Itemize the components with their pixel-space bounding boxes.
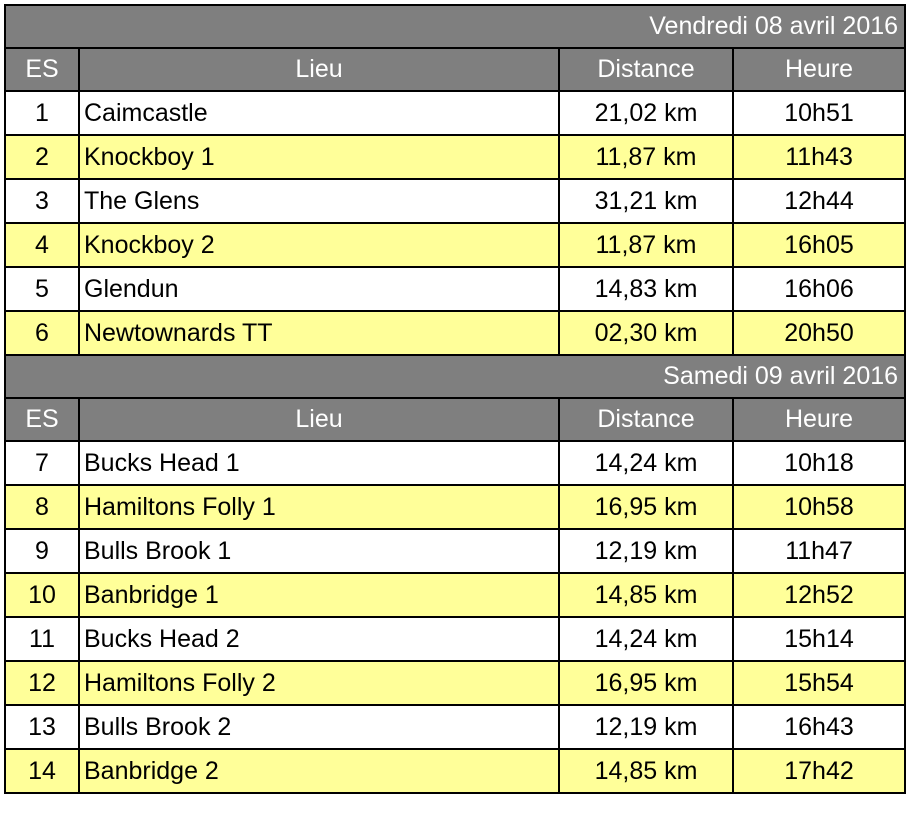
- cell-es: 14: [5, 749, 79, 793]
- cell-lieu: Knockboy 2: [79, 223, 559, 267]
- cell-lieu: Bucks Head 2: [79, 617, 559, 661]
- cell-es: 4: [5, 223, 79, 267]
- cell-distance: 31,21 km: [559, 179, 733, 223]
- cell-es: 6: [5, 311, 79, 355]
- cell-lieu: Newtownards TT: [79, 311, 559, 355]
- cell-distance: 16,95 km: [559, 485, 733, 529]
- cell-distance: 14,24 km: [559, 441, 733, 485]
- header-es: ES: [5, 398, 79, 441]
- day-date-row: [5, 355, 905, 398]
- header-heure: Heure: [733, 48, 905, 91]
- table-row: [5, 749, 905, 793]
- cell-lieu: Knockboy 1: [79, 135, 559, 179]
- cell-es: 1: [5, 91, 79, 135]
- cell-heure: 11h47: [733, 529, 905, 573]
- cell-heure: 17h42: [733, 749, 905, 793]
- cell-lieu: Hamiltons Folly 1: [79, 485, 559, 529]
- cell-lieu: The Glens: [79, 179, 559, 223]
- cell-lieu: Glendun: [79, 267, 559, 311]
- header-heure: Heure: [733, 398, 905, 441]
- column-header-row: [5, 48, 905, 91]
- column-header-row: [5, 398, 905, 441]
- cell-lieu: Bulls Brook 2: [79, 705, 559, 749]
- cell-heure: 16h05: [733, 223, 905, 267]
- cell-heure: 10h18: [733, 441, 905, 485]
- table-row: [5, 179, 905, 223]
- cell-lieu: Bulls Brook 1: [79, 529, 559, 573]
- table-row: [5, 223, 905, 267]
- header-lieu: Lieu: [79, 398, 559, 441]
- cell-es: 12: [5, 661, 79, 705]
- header-distance: Distance: [559, 398, 733, 441]
- cell-distance: 14,24 km: [559, 617, 733, 661]
- cell-es: 9: [5, 529, 79, 573]
- cell-lieu: Banbridge 1: [79, 573, 559, 617]
- table-row: [5, 485, 905, 529]
- cell-heure: 10h51: [733, 91, 905, 135]
- cell-distance: 14,83 km: [559, 267, 733, 311]
- cell-heure: 16h06: [733, 267, 905, 311]
- cell-distance: 11,87 km: [559, 223, 733, 267]
- cell-lieu: Caimcastle: [79, 91, 559, 135]
- header-es: ES: [5, 48, 79, 91]
- cell-distance: 14,85 km: [559, 749, 733, 793]
- cell-distance: 14,85 km: [559, 573, 733, 617]
- cell-heure: 12h52: [733, 573, 905, 617]
- cell-distance: 16,95 km: [559, 661, 733, 705]
- day-date-row: [5, 5, 905, 48]
- cell-es: 2: [5, 135, 79, 179]
- cell-heure: 15h14: [733, 617, 905, 661]
- cell-heure: 20h50: [733, 311, 905, 355]
- cell-es: 7: [5, 441, 79, 485]
- header-lieu: Lieu: [79, 48, 559, 91]
- cell-distance: 02,30 km: [559, 311, 733, 355]
- cell-es: 8: [5, 485, 79, 529]
- cell-heure: 15h54: [733, 661, 905, 705]
- cell-distance: 11,87 km: [559, 135, 733, 179]
- table-row: [5, 91, 905, 135]
- cell-es: 10: [5, 573, 79, 617]
- cell-es: 3: [5, 179, 79, 223]
- schedule-container: [4, 4, 904, 794]
- cell-heure: 12h44: [733, 179, 905, 223]
- cell-heure: 11h43: [733, 135, 905, 179]
- cell-lieu: Bucks Head 1: [79, 441, 559, 485]
- table-row: [5, 617, 905, 661]
- table-row: [5, 529, 905, 573]
- table-row: [5, 705, 905, 749]
- table-row: [5, 441, 905, 485]
- cell-lieu: Hamiltons Folly 2: [79, 661, 559, 705]
- cell-heure: 16h43: [733, 705, 905, 749]
- table-row: [5, 135, 905, 179]
- cell-lieu: Banbridge 2: [79, 749, 559, 793]
- day-date: Vendredi 08 avril 2016: [5, 5, 905, 48]
- day-date: Samedi 09 avril 2016: [5, 355, 905, 398]
- cell-distance: 12,19 km: [559, 705, 733, 749]
- cell-es: 11: [5, 617, 79, 661]
- cell-distance: 21,02 km: [559, 91, 733, 135]
- cell-es: 13: [5, 705, 79, 749]
- table-row: [5, 267, 905, 311]
- cell-distance: 12,19 km: [559, 529, 733, 573]
- table-row: [5, 573, 905, 617]
- header-distance: Distance: [559, 48, 733, 91]
- schedule-table: [4, 4, 906, 794]
- cell-es: 5: [5, 267, 79, 311]
- table-row: [5, 311, 905, 355]
- table-row: [5, 661, 905, 705]
- cell-heure: 10h58: [733, 485, 905, 529]
